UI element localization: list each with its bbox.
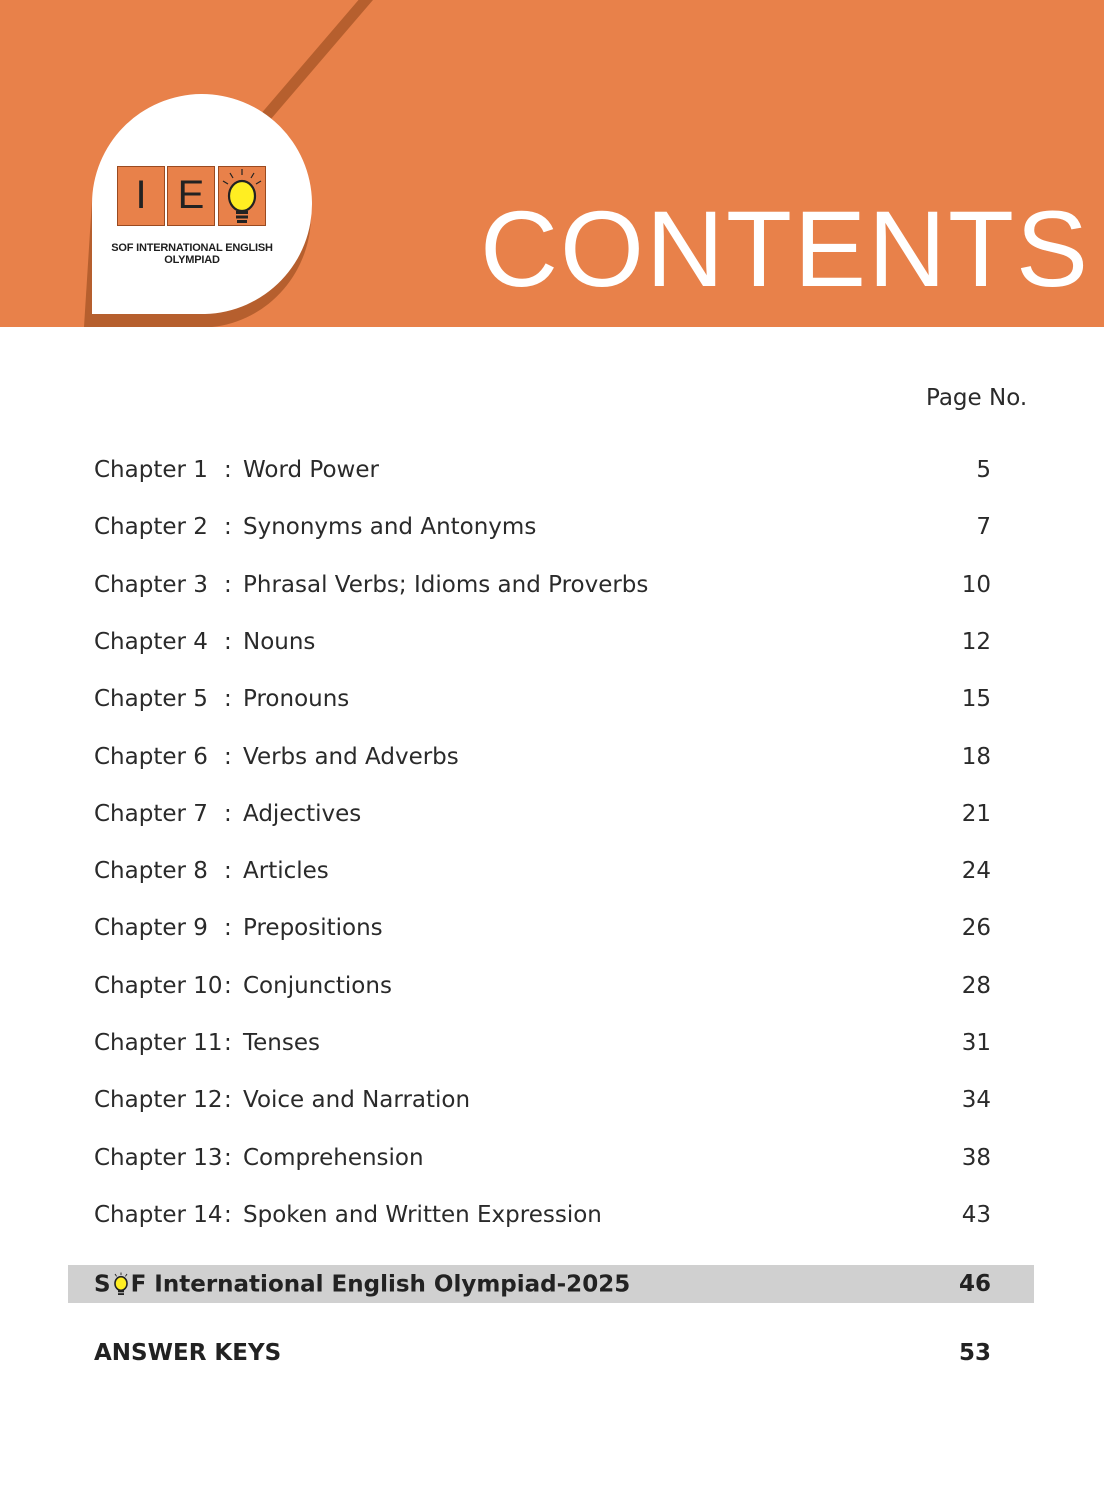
answer-keys-page-number: 53: [958, 1340, 991, 1366]
separator-colon: :: [224, 686, 232, 712]
chapter-title: Spoken and Written Expression: [243, 1202, 602, 1228]
chapter-title: Tenses: [243, 1030, 320, 1056]
toc-row-chapter-4[interactable]: [94, 624, 994, 660]
chapter-label: Chapter 6: [94, 744, 208, 770]
chapter-page-number: 12: [961, 629, 991, 655]
toc-row-chapter-3[interactable]: [94, 567, 994, 603]
toc-row-chapter-1[interactable]: [94, 452, 994, 488]
chapter-label: Chapter 13: [94, 1145, 223, 1171]
chapter-title: Phrasal Verbs; Idioms and Proverbs: [243, 572, 649, 598]
toc-row-chapter-6[interactable]: [94, 739, 994, 775]
olympiad-row[interactable]: [68, 1265, 1034, 1303]
logo-caption: [104, 242, 280, 266]
logo-caption-line1: SOF INTERNATIONAL ENGLISH: [111, 242, 273, 254]
toc-row-chapter-12[interactable]: [94, 1082, 994, 1118]
separator-colon: :: [224, 1145, 232, 1171]
logo-bulb-o: [218, 166, 266, 226]
toc-row-chapter-7[interactable]: [94, 796, 994, 832]
olympiad-prefix: S: [94, 1271, 111, 1298]
chapter-page-number: 24: [961, 858, 991, 884]
chapter-page-number: 21: [961, 801, 991, 827]
chapter-label: Chapter 12: [94, 1087, 223, 1113]
header-banner: [0, 0, 1104, 327]
separator-colon: :: [224, 915, 232, 941]
olympiad-title: [94, 1265, 630, 1304]
chapter-label: Chapter 1: [94, 457, 208, 483]
separator-colon: :: [224, 629, 232, 655]
separator-colon: :: [224, 858, 232, 884]
chapter-title: Nouns: [243, 629, 316, 655]
answer-keys-row[interactable]: [94, 1335, 991, 1371]
chapter-label: Chapter 11: [94, 1030, 223, 1056]
logo-letter-e: E: [167, 166, 215, 226]
chapter-title: Comprehension: [243, 1145, 424, 1171]
chapter-page-number: 18: [961, 744, 991, 770]
chapter-page-number: 38: [961, 1145, 991, 1171]
chapter-page-number: 31: [961, 1030, 991, 1056]
chapter-page-number: 10: [961, 572, 991, 598]
separator-colon: :: [224, 973, 232, 999]
toc-row-chapter-14[interactable]: [94, 1197, 994, 1233]
lightbulb-icon: [112, 1272, 130, 1298]
chapter-page-number: 43: [961, 1202, 991, 1228]
toc-row-chapter-9[interactable]: [94, 910, 994, 946]
logo-caption-line2: OLYMPIAD: [164, 254, 220, 266]
separator-colon: :: [224, 744, 232, 770]
separator-colon: :: [224, 1087, 232, 1113]
chapter-label: Chapter 2: [94, 514, 208, 540]
chapter-label: Chapter 10: [94, 973, 223, 999]
chapter-title: Voice and Narration: [243, 1087, 471, 1113]
answer-keys-label: ANSWER KEYS: [94, 1340, 282, 1366]
page-title: CONTENTS: [480, 188, 1090, 309]
chapter-title: Articles: [243, 858, 329, 884]
chapter-title: Pronouns: [243, 686, 350, 712]
toc-row-chapter-2[interactable]: [94, 509, 994, 545]
toc-row-chapter-11[interactable]: [94, 1025, 994, 1061]
page-no-label: Page No.: [926, 385, 1028, 411]
toc-row-chapter-10[interactable]: [94, 968, 994, 1004]
chapter-label: Chapter 5: [94, 686, 208, 712]
separator-colon: :: [224, 1202, 232, 1228]
separator-colon: :: [224, 457, 232, 483]
chapter-title: Conjunctions: [243, 973, 392, 999]
toc-row-chapter-5[interactable]: [94, 681, 994, 717]
chapter-page-number: 26: [961, 915, 991, 941]
separator-colon: :: [224, 1030, 232, 1056]
chapter-page-number: 34: [961, 1087, 991, 1113]
chapter-label: Chapter 3: [94, 572, 208, 598]
olympiad-text: F International English Olympiad-2025: [130, 1271, 631, 1298]
chapter-title: Verbs and Adverbs: [243, 744, 459, 770]
chapter-page-number: 28: [961, 973, 991, 999]
chapter-label: Chapter 14: [94, 1202, 223, 1228]
chapter-page-number: 15: [961, 686, 991, 712]
toc-row-chapter-8[interactable]: [94, 853, 994, 889]
separator-colon: :: [224, 572, 232, 598]
separator-colon: :: [224, 801, 232, 827]
chapter-title: Word Power: [243, 457, 379, 483]
lightbulb-icon: [219, 167, 265, 225]
chapter-page-number: 7: [976, 514, 991, 540]
chapter-title: Adjectives: [243, 801, 362, 827]
chapter-page-number: 5: [976, 457, 991, 483]
logo-letter-i: I: [117, 166, 165, 226]
chapter-label: Chapter 9: [94, 915, 208, 941]
toc-row-chapter-13[interactable]: [94, 1140, 994, 1176]
separator-colon: :: [224, 514, 232, 540]
chapter-label: Chapter 7: [94, 801, 208, 827]
olympiad-page-number: 46: [958, 1271, 991, 1297]
chapter-title: Synonyms and Antonyms: [243, 514, 537, 540]
chapter-title: Prepositions: [243, 915, 383, 941]
chapter-label: Chapter 4: [94, 629, 208, 655]
chapter-label: Chapter 8: [94, 858, 208, 884]
